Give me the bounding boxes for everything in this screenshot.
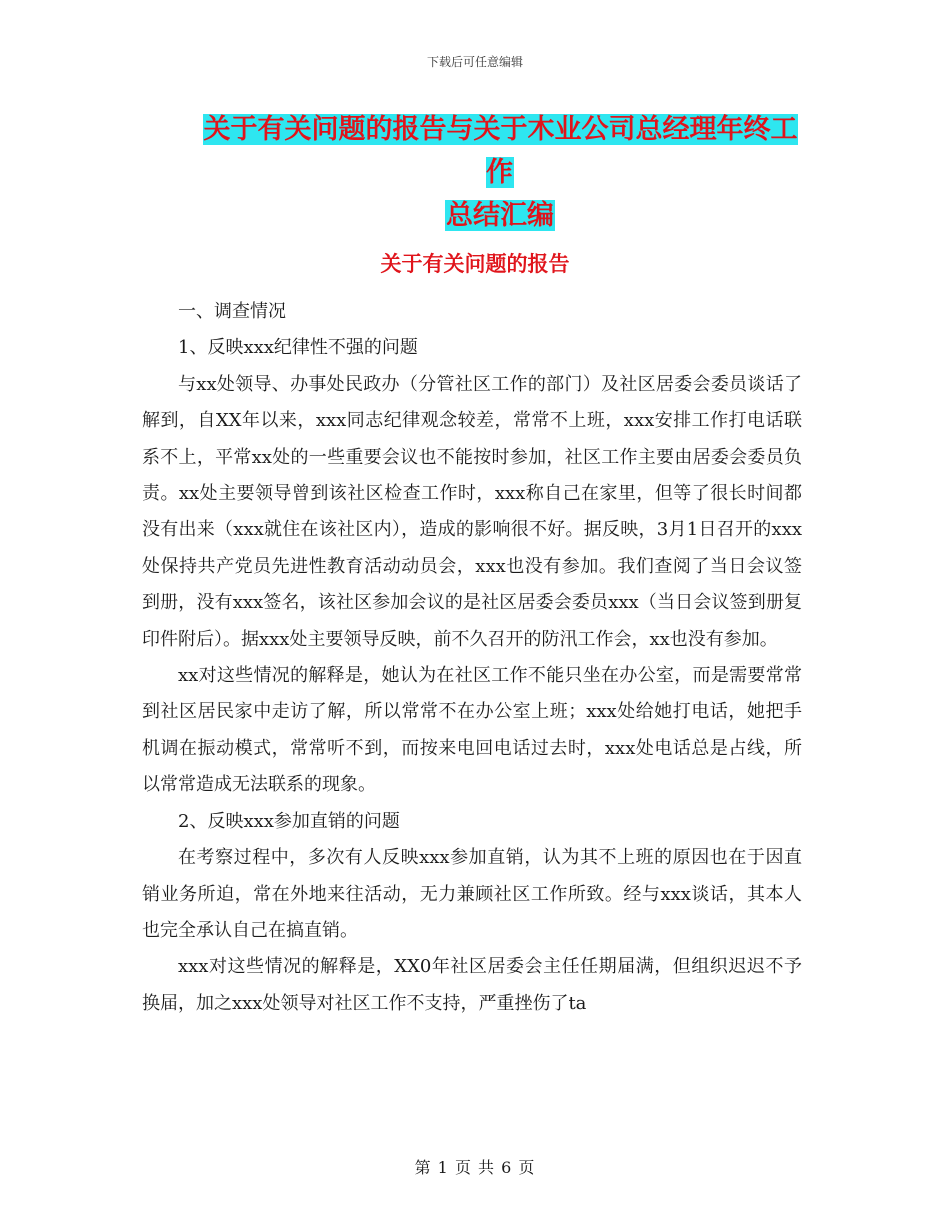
page-number: 第 1 页 共 6 页 — [414, 1158, 536, 1177]
document-title-line-2: 总结汇编 — [446, 200, 554, 231]
paragraph: 与xx处领导、办事处民政办（分管社区工作的部门）及社区居委会委员谈话了解到，自XX年以来，xxx同志纪律观念较差，常常不上班，xxx安排工作打电话联系不上，平常xx处的一些重要会议也不能按时参加，社区工作主要由居委会委员负责。xx处主要领导曾到该社区检查工作时，xxx称自己在家里，但等了很长时间都没有出来（xxx就住在该社区内），造成的影响很不好。据反映，3月1日召开的xxx处保持共产党员先进性教育活动动员会，xxx也没有参加。我们查阅了当日会议签到册，没有xxx签名，该社区参加会议的是社区居委会委员xxx（当日会议签到册复印件附后）。据xxx处主要领导反映，前不久召开的防汛工作会，xx也没有参加。 — [142, 373, 802, 650]
paragraph: 在考察过程中，多次有人反映xxx参加直销，认为其不上班的原因也在于因直销业务所迫，常在外地来往活动，无力兼顾社区工作所致。经与xxx谈话，其本人也完全承认自己在搞直销。 — [142, 847, 802, 941]
heading-investigation: 一、调查情况 — [178, 301, 286, 322]
document-title-line-1: 关于有关问题的报告与关于木业公司总经理年终工作 — [203, 114, 798, 188]
section-title: 关于有关问题的报告 — [380, 252, 570, 276]
document-body — [142, 294, 802, 1022]
page-header-note: 下载后可任意编辑 — [426, 55, 523, 69]
subheading-discipline-issue: 1、反映xxx纪律性不强的问题 — [178, 337, 418, 359]
subheading-direct-selling-issue: 2、反映xxx参加直销的问题 — [178, 810, 400, 832]
paragraph: xxx对这些情况的解释是，XX0年社区居委会主任任期届满，但组织迟迟不予换届，加之xxx处领导对社区工作不支持，严重挫伤了ta — [142, 956, 802, 1014]
paragraph: xx对这些情况的解释是，她认为在社区工作不能只坐在办公室，而是需要常常到社区居民家中走访了解，所以常常不在办公室上班；xxx处给她打电话，她把手机调在振动模式，常常听不到，而按来电回电话过去时，xxx处电话总是占线，所以常常造成无法联系的现象。 — [142, 665, 802, 796]
document-title — [190, 108, 810, 237]
